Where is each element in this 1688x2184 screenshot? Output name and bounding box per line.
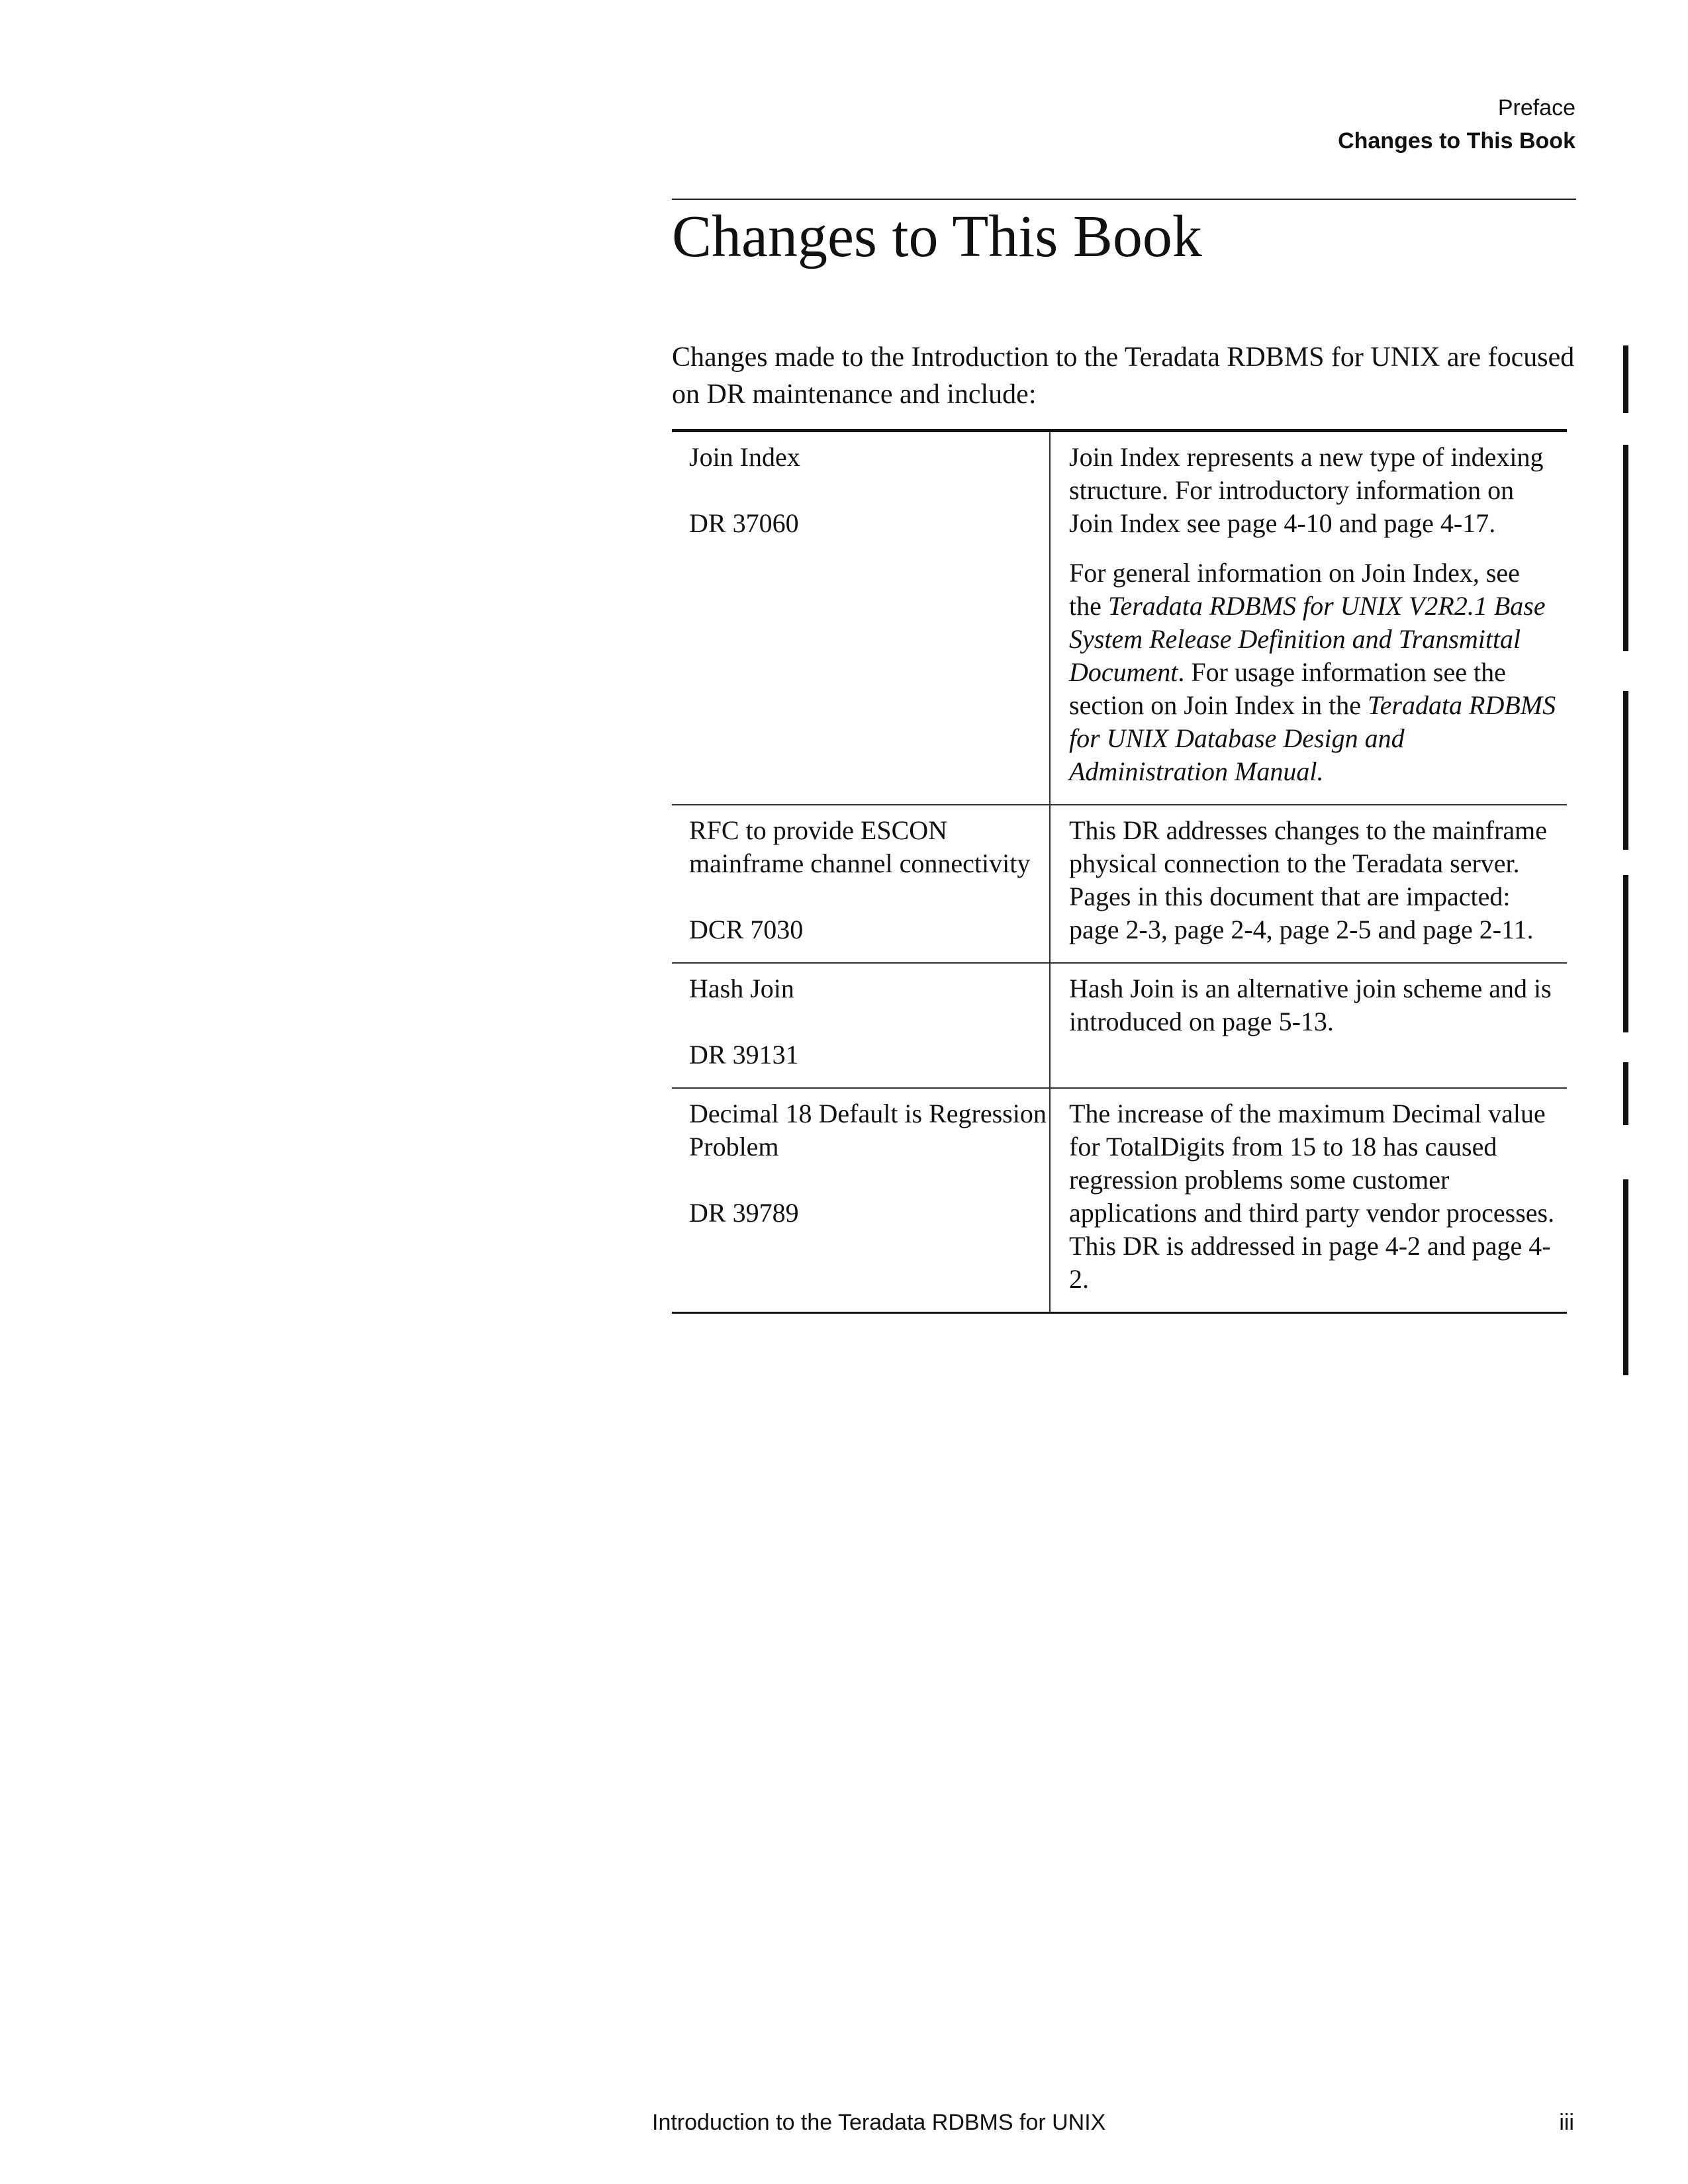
header-section: Changes to This Book bbox=[1338, 128, 1575, 154]
change-bar bbox=[1623, 1179, 1628, 1375]
intro-paragraph: Changes made to the Introduction to the Teradata RDBMS for UNIX are focused on DR maintenance and include: bbox=[672, 342, 1575, 410]
note-text: . For usage information see the section on Join Index in the bbox=[1069, 657, 1506, 720]
change-description-cell bbox=[1050, 431, 1567, 805]
document-reference: Teradata RDBMS for UNIX Database Design and Administration Manual bbox=[1069, 690, 1556, 786]
change-description-cell bbox=[1050, 963, 1567, 1088]
change-description: Join Index represents a new type of indexing structure. For introductory information on Join Index see page 4-10 and page 4-17. bbox=[1069, 442, 1544, 538]
header-chapter: Preface bbox=[1497, 95, 1575, 120]
change-description: This DR addresses changes to the mainframe physical connection to the Teradata server. Pages in this document that are impacted: page 2-3, page 2-4, page 2-5 and page 2-11. bbox=[1069, 815, 1548, 944]
change-bar bbox=[1623, 1062, 1628, 1125]
change-item-cell bbox=[672, 963, 1050, 1088]
change-item: RFC to provide ESCON mainframe channel connectivity bbox=[689, 815, 1031, 878]
change-description-cell bbox=[1050, 805, 1567, 963]
page-title: Changes to This Book bbox=[672, 204, 1202, 269]
change-description: The increase of the maximum Decimal value for TotalDigits from 15 to 18 has caused regression problems some customer applications and third party vendor processes. This DR is addressed in page 4-2 and page 4-2. bbox=[1069, 1099, 1555, 1294]
change-item-cell bbox=[672, 431, 1050, 805]
change-id: DR 39789 bbox=[689, 1198, 799, 1228]
page-number: iii bbox=[1559, 2110, 1574, 2135]
change-bar bbox=[1623, 345, 1628, 413]
footer-document-title: Introduction to the Teradata RDBMS for UNIX bbox=[652, 2110, 1106, 2135]
change-item: Join Index bbox=[689, 442, 800, 472]
change-id: DR 37060 bbox=[689, 508, 799, 538]
change-description-cell bbox=[1050, 1088, 1567, 1313]
change-item: Hash Join bbox=[689, 974, 794, 1003]
change-id: DCR 7030 bbox=[689, 915, 804, 944]
note-text: . bbox=[1317, 756, 1324, 786]
note-text: For general information on Join Index, see the bbox=[1069, 558, 1520, 621]
table-row bbox=[672, 963, 1567, 1088]
change-note bbox=[1069, 557, 1558, 788]
change-description: Hash Join is an alternative join scheme and is introduced on page 5-13. bbox=[1069, 974, 1552, 1036]
change-item-cell bbox=[672, 1088, 1050, 1313]
table-row bbox=[672, 805, 1567, 963]
running-header bbox=[1338, 91, 1575, 158]
change-item-cell bbox=[672, 805, 1050, 963]
change-bar bbox=[1623, 875, 1628, 1032]
change-item: Decimal 18 Default is Regression Problem bbox=[689, 1099, 1047, 1161]
change-bar bbox=[1623, 691, 1628, 850]
document-reference: Teradata RDBMS for UNIX V2R2.1 Base System Release Definition and Transmittal Document bbox=[1069, 591, 1546, 687]
table-row bbox=[672, 1088, 1567, 1313]
changes-table bbox=[672, 429, 1567, 1314]
table-row bbox=[672, 431, 1567, 805]
change-id: DR 39131 bbox=[689, 1040, 799, 1069]
change-bar bbox=[1623, 445, 1628, 651]
